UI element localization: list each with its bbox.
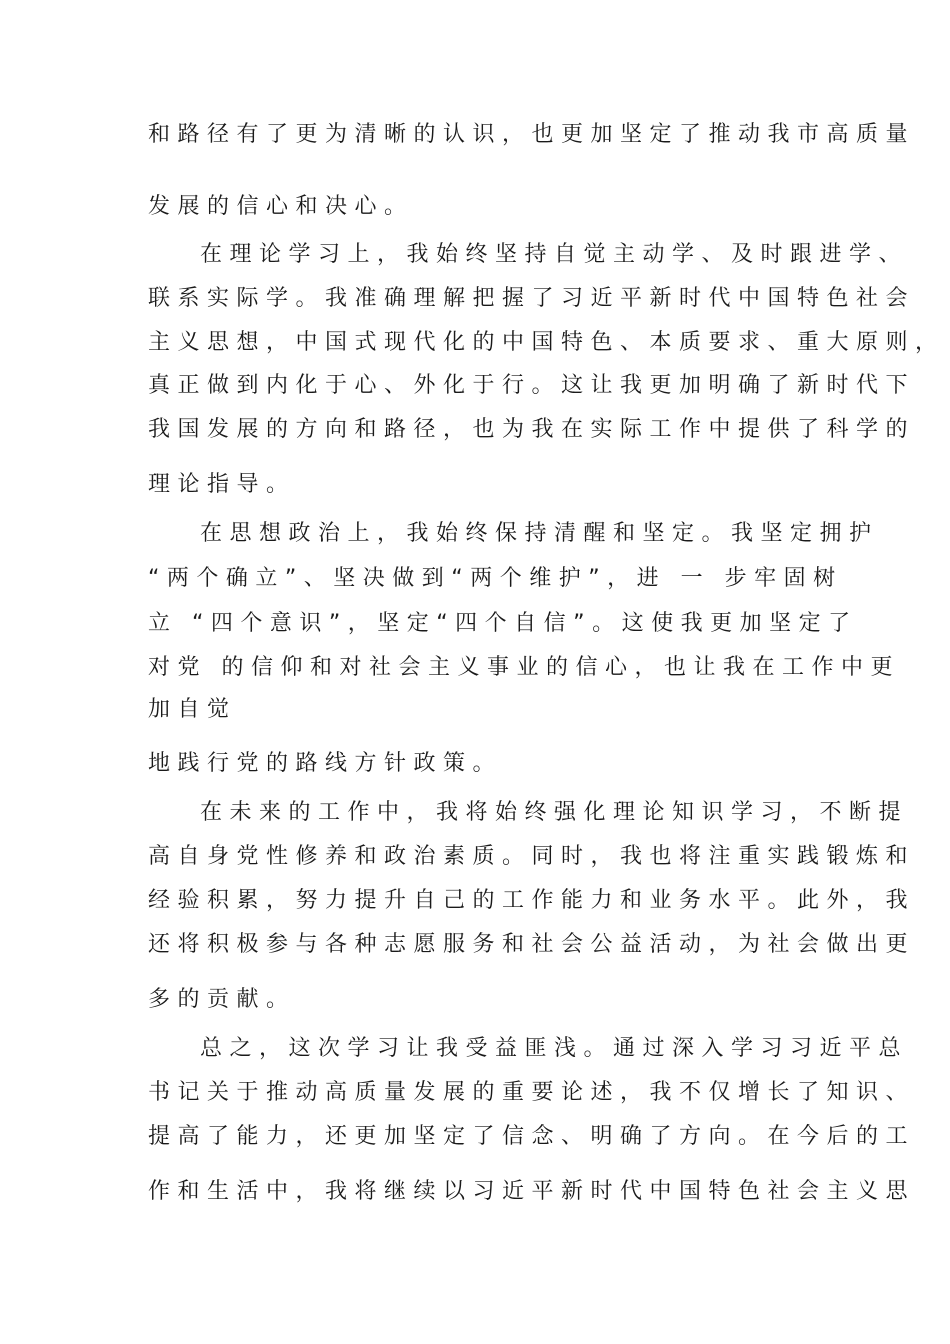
text-line: 加自觉 (148, 697, 237, 722)
text-line: 书记关于推动高质量发展的重要论述，我不仅增长了知识、 (148, 1080, 916, 1105)
text-line: 真正做到内化于心、外化于行。这让我更加明确了新时代下 (148, 373, 916, 398)
text-line: 我国发展的方向和路径，也为我在实际工作中提供了科学的 (148, 417, 916, 442)
paragraph-start-line: 总之，这次学习让我受益匪浅。通过深入学习习近平总 (200, 1036, 909, 1061)
text-line: “两个确立”、坚决做到“两个维护”，进 一 步牢固树 (148, 566, 843, 591)
text-line: 还将积极参与各种志愿服务和社会公益活动，为社会做出更 (148, 932, 916, 957)
text-line: 发展的信心和决心。 (148, 194, 414, 219)
text-line: 和路径有了更为清晰的认识，也更加坚定了推动我市高质量 (148, 122, 916, 147)
text-line: 立 “四个意识”，坚定“四个自信”。这使我更加坚定了 (148, 611, 858, 636)
text-line: 高自身党性修养和政治素质。同时，我也将注重实践锻炼和 (148, 844, 916, 869)
paragraph-start-line: 在思想政治上，我始终保持清醒和坚定。我坚定拥护 (200, 521, 879, 546)
text-line: 理论指导。 (148, 472, 296, 497)
text-line: 多的贡献。 (148, 987, 296, 1012)
text-line: 主义思想，中国式现代化的中国特色、本质要求、重大原则， (148, 330, 945, 355)
text-line: 经验积累，努力提升自己的工作能力和业务水平。此外，我 (148, 888, 916, 913)
text-line: 地践行党的路线方针政策。 (148, 751, 503, 776)
paragraph-start-line: 在理论学习上，我始终坚持自觉主动学、及时跟进学、 (200, 242, 909, 267)
text-line: 提高了能力，还更加坚定了信念、明确了方向。在今后的工 (148, 1124, 916, 1149)
text-line: 联系实际学。我准确理解把握了习近平新时代中国特色社会 (148, 286, 916, 311)
text-line: 作和生活中，我将继续以习近平新时代中国特色社会主义思 (148, 1179, 916, 1204)
paragraph-start-line: 在未来的工作中，我将始终强化理论知识学习，不断提 (200, 800, 909, 825)
text-line: 对党 的信仰和对社会主义事业的信心，也让我在工作中更 (148, 655, 900, 680)
